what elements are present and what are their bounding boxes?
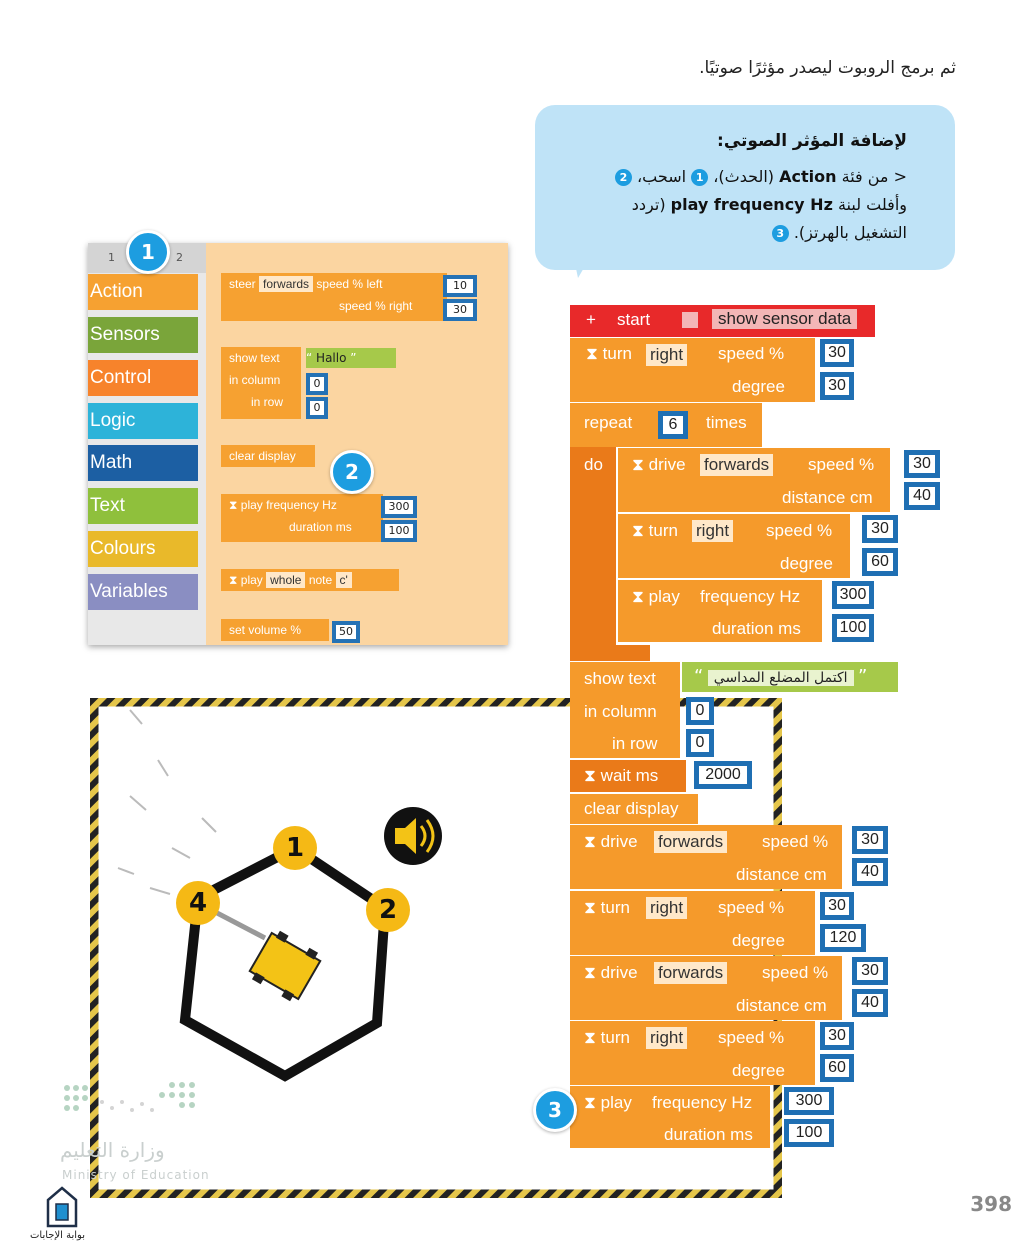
callout-line-1: < من فئة Action (الحدث)، 1 اسحب، 2 bbox=[567, 163, 907, 191]
volume-value[interactable]: 50 bbox=[332, 621, 360, 643]
page-number: 398 bbox=[970, 1192, 1012, 1216]
sensor-checkbox[interactable] bbox=[682, 312, 698, 328]
turn1-degree[interactable]: 30 bbox=[820, 372, 854, 400]
wait-block[interactable]: ⧗ wait ms bbox=[570, 760, 686, 792]
steer-left-value[interactable]: 10 bbox=[443, 275, 477, 297]
drive-block-inner[interactable]: ⧗ drive forwards speed % distance cm bbox=[618, 448, 890, 512]
site-name: بوابة الإجابات bbox=[30, 1230, 86, 1241]
step-2-badge: 2 bbox=[330, 450, 374, 494]
wait-value[interactable]: 2000 bbox=[694, 761, 752, 789]
drive-dir-2[interactable]: forwards bbox=[654, 831, 727, 853]
play-frequency-block[interactable]: ⧗ play frequency Hz duration ms bbox=[221, 494, 383, 542]
show-text-block[interactable]: show text in column in row bbox=[221, 347, 301, 419]
callout-title: لإضافة المؤثر الصوتي: bbox=[717, 131, 907, 151]
drive2-distance[interactable]: 40 bbox=[852, 858, 888, 886]
category-sensors[interactable]: Sensors bbox=[88, 317, 198, 353]
turn-block-2[interactable]: ⧗ turn right speed % degree bbox=[570, 891, 815, 955]
show-column-value[interactable]: 0 bbox=[686, 697, 714, 725]
ministry-logo-dots bbox=[62, 1080, 198, 1130]
turn-inner-speed[interactable]: 30 bbox=[862, 515, 898, 543]
note-length-dropdown[interactable]: whole bbox=[266, 572, 305, 588]
drive-inner-distance[interactable]: 40 bbox=[904, 482, 940, 510]
turn1-speed[interactable]: 30 bbox=[820, 339, 854, 367]
turn2-degree[interactable]: 120 bbox=[820, 924, 866, 952]
play-note-block[interactable]: ⧗ play whole note c' bbox=[221, 569, 399, 591]
duration-value[interactable]: 100 bbox=[381, 520, 417, 542]
repeat-block[interactable]: repeat times bbox=[570, 403, 762, 447]
category-action[interactable]: Action bbox=[88, 274, 198, 310]
tab-2[interactable]: 2 bbox=[176, 251, 183, 264]
frequency-value[interactable]: 300 bbox=[381, 496, 417, 518]
clear-display-block[interactable]: clear display bbox=[221, 445, 315, 467]
turn-block-1[interactable]: ⧗ turn right speed % degree bbox=[570, 338, 815, 402]
show-row-value[interactable]: 0 bbox=[686, 729, 714, 757]
turn-inner-degree[interactable]: 60 bbox=[862, 548, 898, 576]
callout-line-2: وأفلت لبنة play frequency Hz (تردد bbox=[631, 195, 907, 214]
drive-block-3[interactable]: ⧗ drive forwards speed % distance cm bbox=[570, 956, 842, 1020]
steer-right-value[interactable]: 30 bbox=[443, 299, 477, 321]
play-prog-frequency[interactable]: 300 bbox=[784, 1087, 834, 1115]
note-value[interactable]: c' bbox=[336, 572, 352, 588]
intro-text: ثم برمج الروبوت ليصدر مؤثرًا صوتيًا. bbox=[699, 58, 956, 78]
repeat-body-bar: do bbox=[570, 447, 616, 657]
step-3-marker: 3 bbox=[772, 225, 789, 242]
vertex-1-label: 1 bbox=[273, 826, 317, 870]
tab-1[interactable]: 1 bbox=[108, 251, 115, 264]
action-word: Action bbox=[779, 167, 837, 186]
drive-block-2[interactable]: ⧗ drive forwards speed % distance cm bbox=[570, 825, 842, 889]
program-area bbox=[570, 305, 960, 1155]
drive-dir-3[interactable]: forwards bbox=[654, 962, 727, 984]
drive-inner-speed[interactable]: 30 bbox=[904, 450, 940, 478]
palette-screenshot bbox=[88, 243, 508, 645]
category-colours[interactable]: Colours bbox=[88, 531, 198, 567]
turn3-degree[interactable]: 60 bbox=[820, 1054, 854, 1082]
step-2-marker: 2 bbox=[615, 169, 632, 186]
play-inner-frequency[interactable]: 300 bbox=[832, 581, 874, 609]
play-frequency-block-prog[interactable]: ⧗ play frequency Hz duration ms bbox=[570, 1086, 770, 1148]
step-1-marker: 1 bbox=[691, 169, 708, 186]
turn-dir-1[interactable]: right bbox=[646, 344, 687, 366]
step-3-badge: 3 bbox=[533, 1088, 577, 1132]
ministry-name-en: Ministry of Education bbox=[62, 1168, 210, 1182]
turn2-speed[interactable]: 30 bbox=[820, 892, 854, 920]
drive3-distance[interactable]: 40 bbox=[852, 989, 888, 1017]
vertex-2-label: 2 bbox=[366, 888, 410, 932]
turn-dir-3[interactable]: right bbox=[646, 1027, 687, 1049]
category-list bbox=[88, 243, 206, 645]
callout-text bbox=[567, 127, 907, 247]
start-block[interactable]: + start show sensor data bbox=[570, 305, 875, 337]
display-text-value[interactable]: اكتمل المضلع المداسي bbox=[708, 670, 854, 686]
play-inner-duration[interactable]: 100 bbox=[832, 614, 874, 642]
category-variables[interactable]: Variables bbox=[88, 574, 198, 610]
hallo-text-block[interactable]: “ Hallo ” bbox=[306, 348, 396, 368]
category-control[interactable]: Control bbox=[88, 360, 198, 396]
repeat-bottom bbox=[570, 645, 650, 661]
repeat-count[interactable]: 6 bbox=[658, 411, 688, 439]
drive3-speed[interactable]: 30 bbox=[852, 957, 888, 985]
column-value[interactable]: 0 bbox=[306, 373, 328, 395]
turn3-speed[interactable]: 30 bbox=[820, 1022, 854, 1050]
play-frequency-inner[interactable]: ⧗ play frequency Hz duration ms bbox=[618, 580, 822, 642]
callout-box bbox=[535, 105, 955, 270]
display-text-block[interactable]: “ اكتمل المضلع المداسي ” bbox=[682, 662, 898, 692]
play-prog-duration[interactable]: 100 bbox=[784, 1119, 834, 1147]
site-logo-icon bbox=[44, 1186, 80, 1228]
steer-direction-dropdown[interactable]: forwards bbox=[259, 276, 313, 292]
turn-dir-2[interactable]: right bbox=[646, 897, 687, 919]
callout-line-3: التشغيل بالهرتز). 3 bbox=[567, 219, 907, 247]
turn-block-3[interactable]: ⧗ turn right speed % degree bbox=[570, 1021, 815, 1085]
ministry-name-ar: وزارة التعليم bbox=[60, 1138, 165, 1162]
drive2-speed[interactable]: 30 bbox=[852, 826, 888, 854]
show-text-block-prog[interactable]: show text in column in row bbox=[570, 662, 680, 758]
block-word: play frequency Hz bbox=[670, 195, 833, 214]
vertex-4-label: 4 bbox=[176, 881, 220, 925]
category-math[interactable]: Math bbox=[88, 445, 198, 481]
steer-block[interactable]: steer forwards speed % left speed % right bbox=[221, 273, 447, 321]
turn-block-inner[interactable]: ⧗ turn right speed % degree bbox=[618, 514, 850, 578]
drive-dir-inner[interactable]: forwards bbox=[700, 454, 773, 476]
category-text[interactable]: Text bbox=[88, 488, 198, 524]
clear-display-block-prog[interactable]: clear display bbox=[570, 794, 698, 824]
row-value[interactable]: 0 bbox=[306, 397, 328, 419]
turn-dir-inner[interactable]: right bbox=[692, 520, 733, 542]
set-volume-block[interactable]: set volume % bbox=[221, 619, 329, 641]
category-logic[interactable]: Logic bbox=[88, 403, 198, 439]
show-sensor-label: show sensor data bbox=[712, 309, 857, 329]
step-1-badge: 1 bbox=[126, 230, 170, 274]
